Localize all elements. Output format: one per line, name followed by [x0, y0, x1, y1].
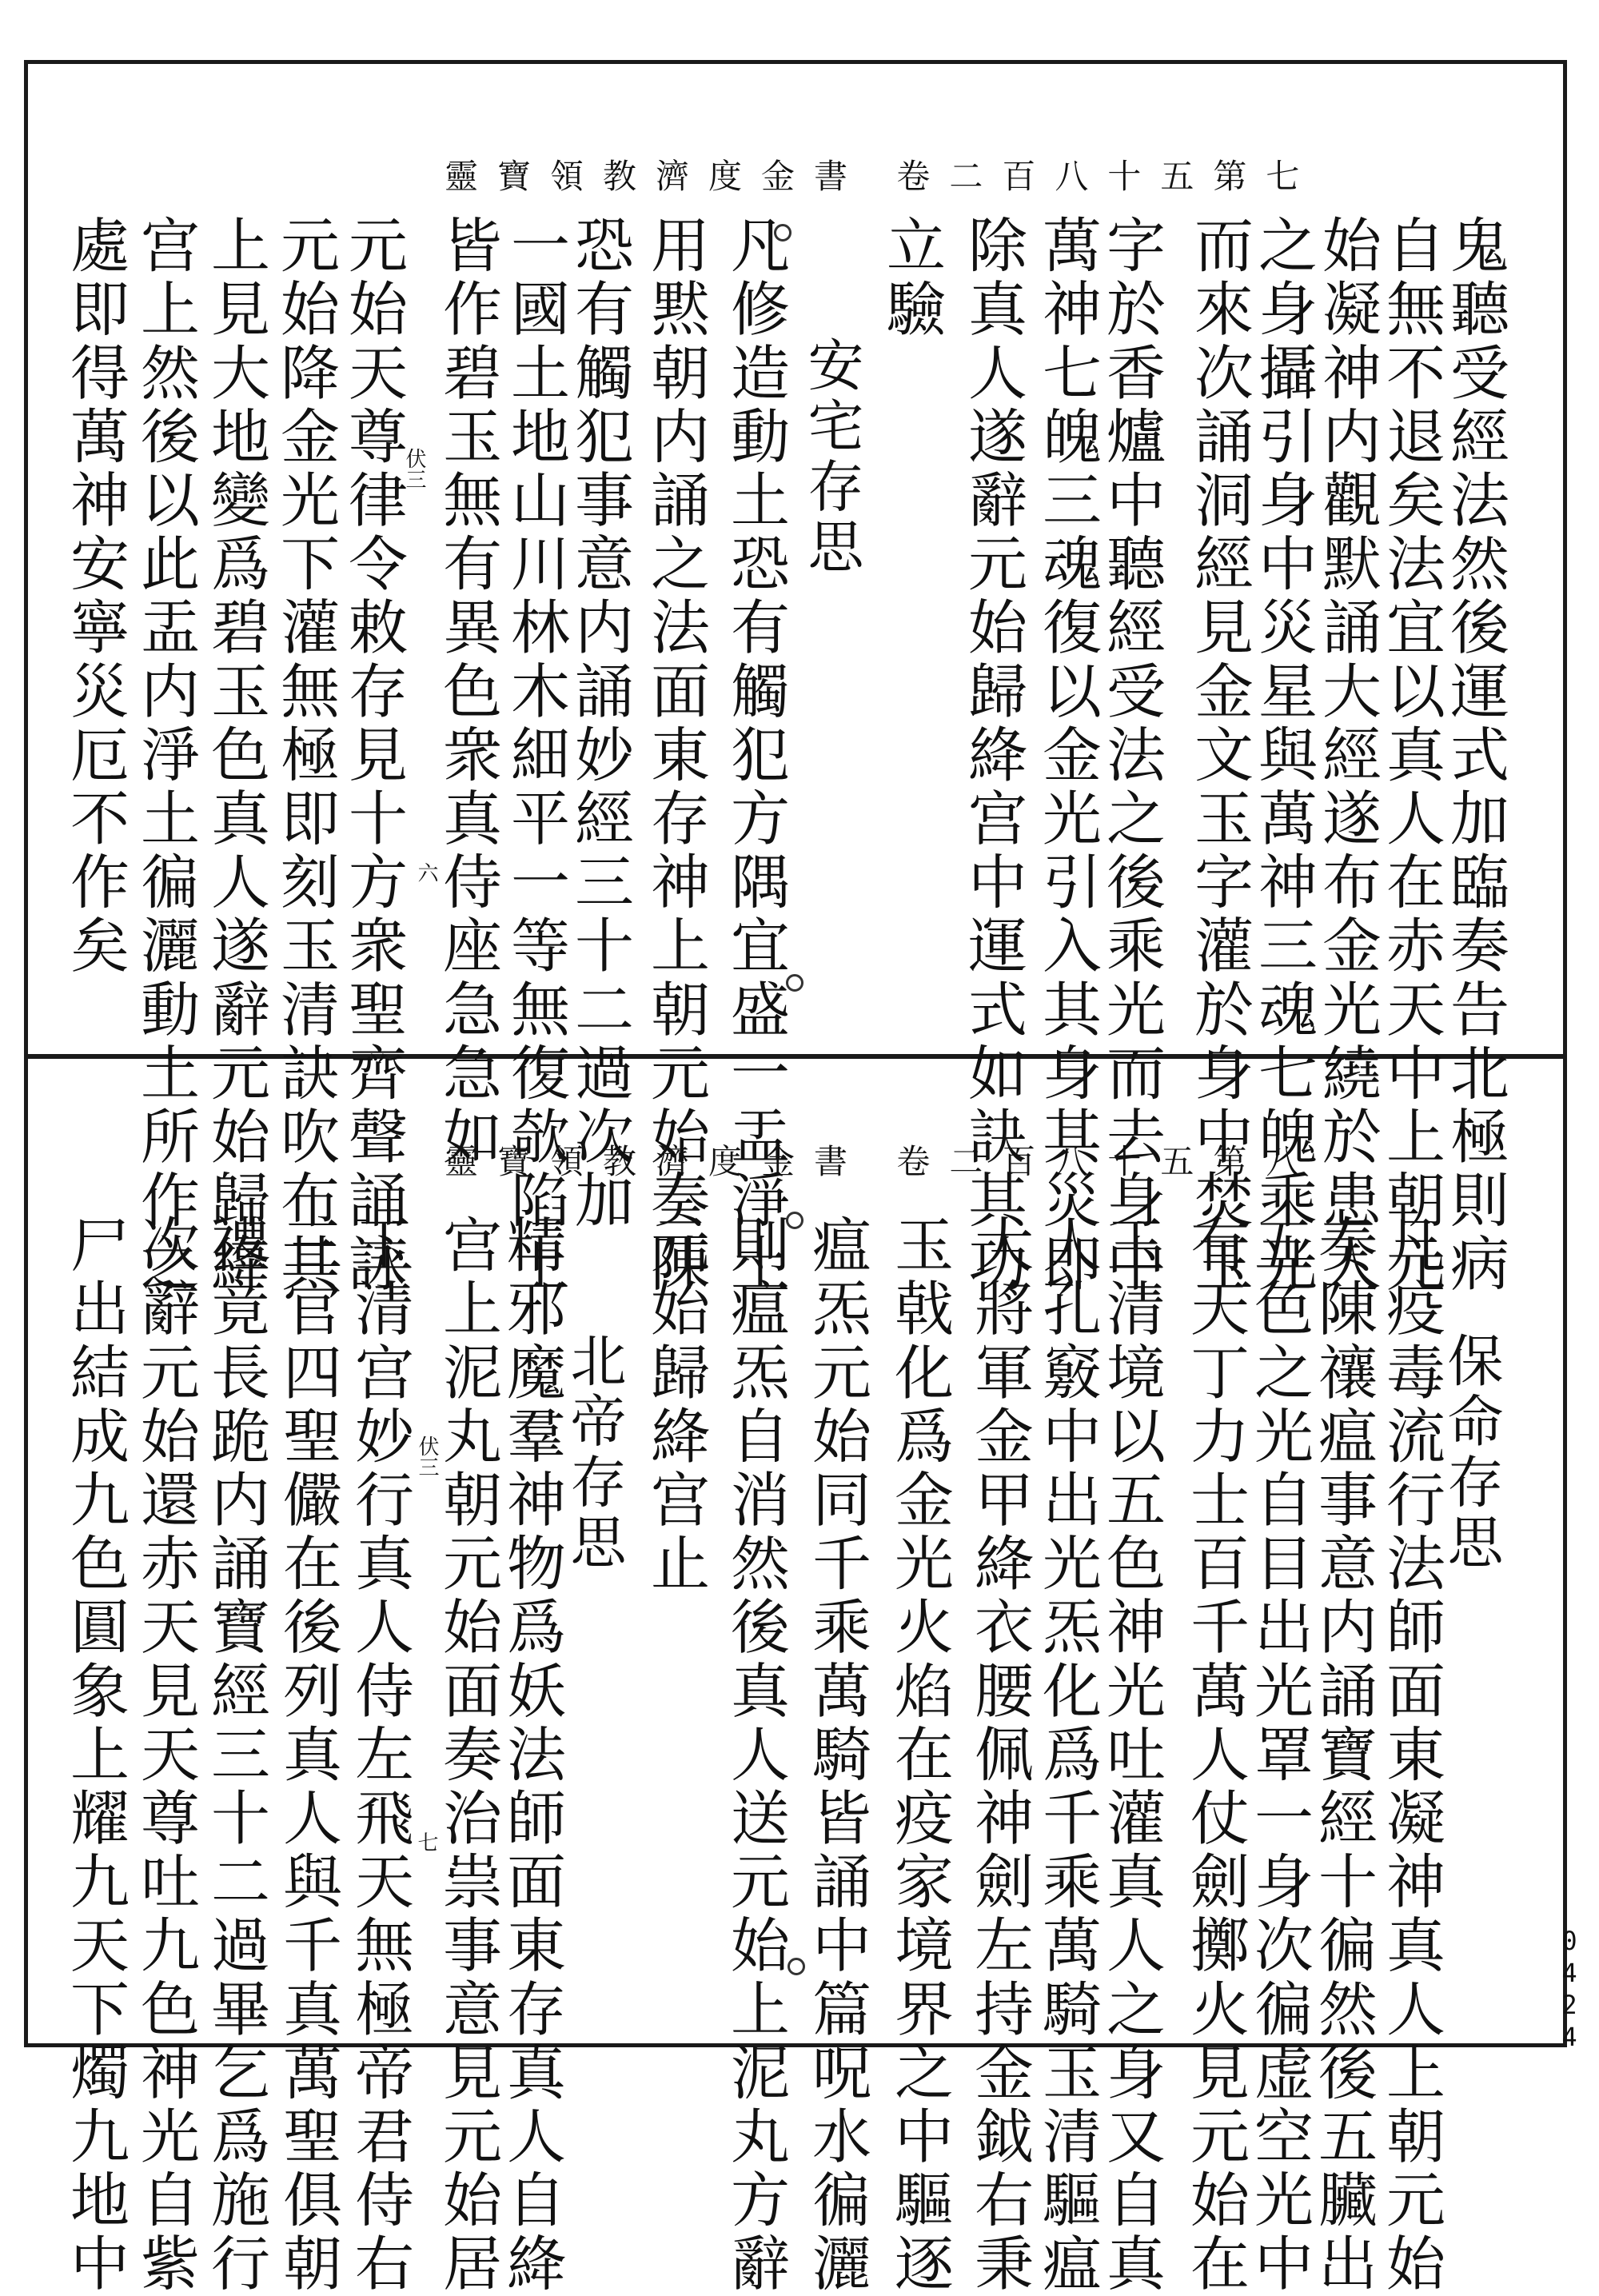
top-col-3: 始凝神内觀默誦大經遂布金光繞於患人: [1313, 214, 1382, 1297]
punctuation-circle: [786, 974, 803, 992]
bottom-col-15: 宫上泥丸朝元始面奏治祟事意見元始居: [433, 1214, 502, 2296]
top-col-8: 除真人遂辭元始歸絳宫中運式如訣其功: [959, 214, 1027, 1297]
bottom-marker-fu: 伏三: [415, 1435, 439, 1477]
top-col-13: 恐有觸犯事意内誦妙經三十二過次加: [565, 214, 634, 1233]
top-col-1: 鬼聽受經法然後運式加臨奏告北極則病: [1441, 214, 1509, 1297]
bottom-col-6: 玉清境以五色神光吐灌真人之身又自真: [1097, 1214, 1166, 2296]
bottom-col-4: 五色之光自目出光罩一身次徧虚空光中: [1245, 1214, 1314, 2296]
bottom-col-16: 玉清宫妙行真人侍左飛天無極帝君侍右: [345, 1214, 414, 2296]
bottom-col-7: 人孔竅中出光炁化爲千乘萬騎玉清驅瘟: [1033, 1214, 1102, 2296]
bottom-col-5: 有天丁力士百千萬人仗劍擲火見元始在: [1181, 1214, 1250, 2296]
bottom-col-18: 禮竟長跪内誦寶經三十二過畢乞爲施行: [201, 1214, 270, 2296]
bottom-col-19: 次辭元始還赤天見天尊吐九色神光自紫: [131, 1214, 200, 2296]
punctuation-circle: [788, 1958, 805, 1975]
top-col-6: 字於香爐中聽經受法之後乘光而去身中: [1097, 214, 1166, 1297]
top-col-16: 元始天尊律令敕存見十方衆聖齊聲誦詠: [339, 214, 408, 1297]
top-col-9: 立驗: [877, 214, 946, 342]
top-col-4: 之身攝引身中災星與萬神三魂七魄乘光: [1249, 214, 1318, 1297]
bottom-col-11: 則瘟炁自消然後真人送元始上泥丸方辭: [721, 1214, 790, 2296]
top-col-19: 宫上然後以此盂内淨土徧灑動土所作之: [131, 214, 200, 1297]
punctuation-circle: [786, 1212, 803, 1229]
top-col-14: 一國土地山川林木細平一等無復欹陷土: [501, 214, 570, 1297]
top-marker-fu: 伏三: [402, 448, 426, 489]
bottom-marker-seven: 七: [414, 1831, 438, 1852]
bottom-col-9: 玉戟化爲金光火焰在疫家境界之中驅逐: [885, 1214, 954, 2296]
top-panel-header: 靈寶領教濟度金書 卷二百八十五第七: [445, 157, 1319, 196]
top-col-17: 元始降金光下灌無極即刻玉清訣吹布其: [271, 214, 340, 1297]
bottom-col-14: 精邪魔羣神物爲妖法師面東存真人自絳: [497, 1214, 566, 2296]
bottom-section-title-2: 北帝存思: [561, 1332, 627, 1574]
bottom-col-10: 瘟炁元始同千乘萬騎皆誦中篇呪水徧灑: [803, 1214, 871, 2296]
top-col-18: 上見大地變爲碧玉色真人遂辭元始歸絳: [201, 214, 270, 1297]
bottom-section-title-1: 保命存思: [1438, 1332, 1504, 1574]
top-col-5: 而來次誦洞經見金文玉字灌於身中焚玉: [1185, 214, 1254, 1297]
bottom-col-8: 大將軍金甲絳衣腰佩神劍左持金鉞右秉: [965, 1214, 1034, 2296]
top-col-11: 凡修造動土恐有觸犯方隅宜盛一盂淨土: [721, 214, 790, 1297]
top-col-20: 處即得萬神安寧災厄不作矣: [61, 214, 130, 979]
bottom-col-17: 三官四聖儼在後列真人與千真萬聖俱朝: [273, 1214, 342, 2296]
punctuation-circle: [774, 224, 792, 242]
top-marker-six: 六: [414, 862, 438, 883]
bottom-col-2: 凡疫毒流行法師面東凝神真人上朝元始: [1377, 1214, 1445, 2296]
bottom-col-20: 尸出結成九色圓象上耀九天下燭九地中: [61, 1214, 130, 2296]
bottom-col-12: 元始歸絳宫止: [641, 1214, 710, 1596]
top-col-15: 皆作碧玉無有異色衆真侍座急急如: [433, 214, 502, 1169]
top-col-2: 自無不退矣法宜以真人在赤天中上朝元: [1377, 214, 1445, 1297]
top-col-7: 萬神七魄三魂復以金光引入其身其災即: [1033, 214, 1102, 1297]
top-section-title: 安宅存思: [799, 336, 864, 578]
page-number: 0424: [1554, 1926, 1585, 2054]
bottom-col-3: 奏陳禳瘟事意内誦寶經十徧然後五臟出: [1309, 1214, 1378, 2296]
top-col-12: 用黙朝内誦之法面東存神上朝元始奏陳: [641, 214, 710, 1297]
bottom-panel-header: 靈寶領教濟度金書 卷二百八十五第八: [445, 1142, 1319, 1181]
